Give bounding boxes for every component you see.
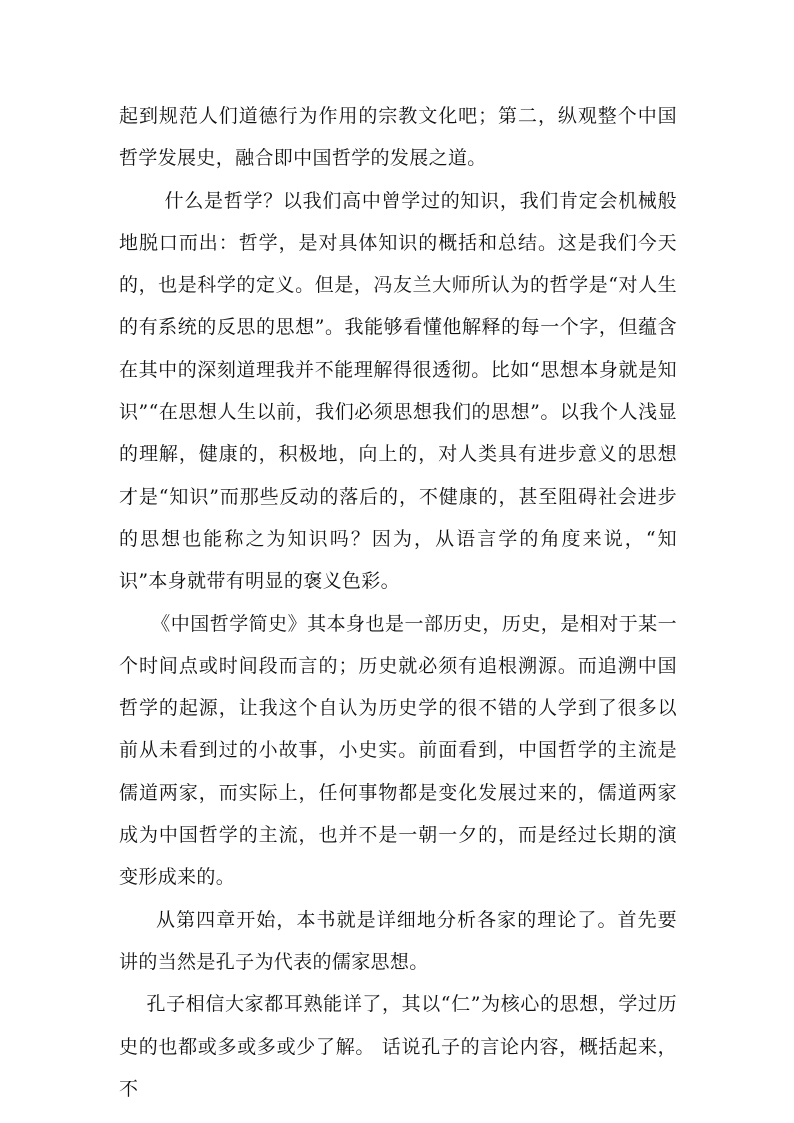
paragraph-what-is-philosophy: 什么是哲学？以我们高中曾学过的知识，我们肯定会机械般地脱口而出：哲学，是对具体知识的概括和总结。这是我们今天的，也是科学的定义。但是，冯友兰大师所认为的哲学是“对人生的有系统的反思的思想”。我能够看懂他解释的每一个字，但蕴含在其中的深刻道理我并不能理解得很透彻。比如“思想本身就是知识”“在思想人生以前，我们必须思想我们的思想”。以我个人浅显的理解，健康的，积极地，向上的，对人类具有进步意义的思想才是“知识”而那些反动的落后的，不健康的，甚至阻碍社会进步的思想也能称之为知识吗？因为，从语言学的角度来说，“知识”本身就带有明显的褒义色彩。	[119, 189, 677, 593]
paragraph-confucius: 孔子相信大家都耳熟能详了，其以“仁”为核心的思想，学过历史的也都或多或多或少了解。 话说孔子的言论内容，概括起来，不	[119, 993, 677, 1100]
document-body	[119, 95, 677, 1110]
paragraph-continued: 起到规范人们道德行为作用的宗教文化吧；第二，纵观整个中国哲学发展史，融合即中国哲学的发展之道。	[119, 105, 677, 170]
paragraph-history: 《中国哲学简史》其本身也是一部历史，历史，是相对于某一个时间点或时间段而言的；历史就必须有追根溯源。而追溯中国哲学的起源，让我这个自认为历史学的很不错的人学到了很多以前从未看到过的小故事，小史实。前面看到，中国哲学的主流是儒道两家，而实际上，任何事物都是变化发展过来的，儒道两家成为中国哲学的主流，也并不是一朝一夕的，而是经过长期的演变形成来的。	[119, 612, 677, 889]
paragraph-chapter-four: 从第四章开始，本书就是详细地分析各家的理论了。首先要讲的当然是孔子为代表的儒家思想。	[119, 908, 677, 973]
